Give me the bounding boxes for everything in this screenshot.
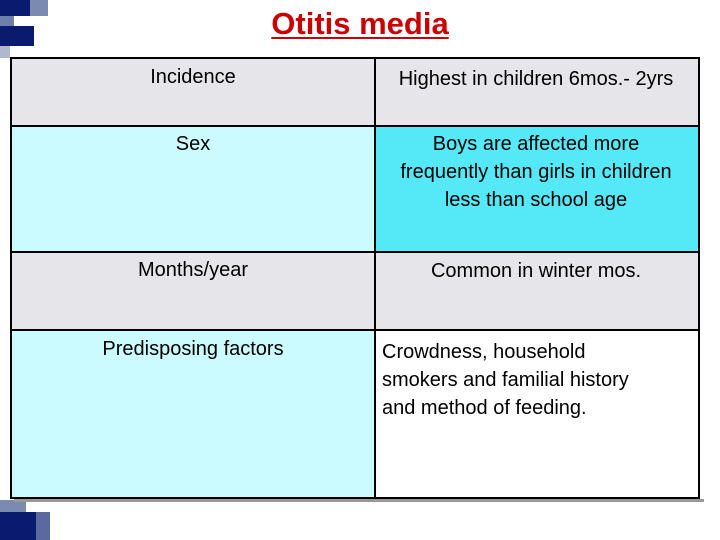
table-shadow bbox=[14, 499, 704, 502]
row-value: Highest in children 6mos.- 2yrs bbox=[398, 68, 674, 90]
row-value: Crowdness, household smokers and familial history and method of feeding. bbox=[374, 331, 698, 497]
info-table bbox=[10, 57, 700, 499]
table-row-sex bbox=[12, 127, 698, 251]
row-label: Incidence bbox=[150, 66, 236, 88]
row-value: Common in winter mos. bbox=[430, 260, 642, 282]
table-row-months bbox=[12, 253, 698, 329]
slide-title: Otitis media bbox=[271, 6, 449, 41]
row-value: Boys are affected more frequently than girls in children less than school age bbox=[374, 127, 698, 251]
column-divider bbox=[374, 59, 376, 497]
row-label: Months/year bbox=[137, 259, 249, 281]
table-row-predisposing bbox=[12, 331, 698, 497]
table-row-incidence bbox=[12, 59, 698, 125]
row-label: Predisposing factors bbox=[102, 338, 284, 360]
row-label: Sex bbox=[175, 133, 211, 155]
